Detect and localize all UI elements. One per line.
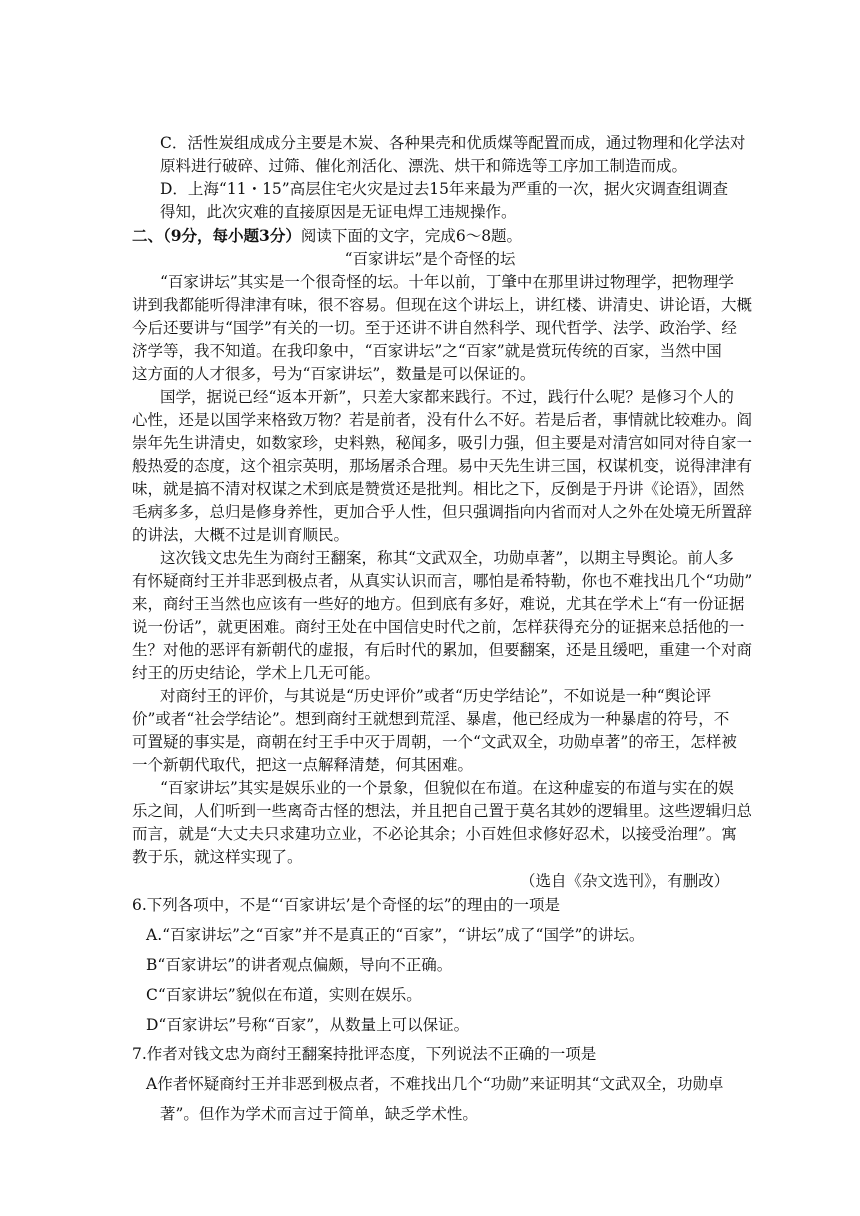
article-line: 生？对他的恶评有新朝代的虚报，有后时代的累加，但要翻案，还是且缓吧，重建一个对商 — [132, 641, 753, 659]
article-line: 的讲法，大概不过是训育顺民。 — [132, 526, 350, 544]
article-line: 一个新朝代取代，把这一点解释清楚，何其困难。 — [132, 756, 474, 774]
article-title: “百家讲坛”是个奇怪的坛 — [344, 250, 516, 268]
question-6-option-b: B“百家讲坛”的讲者观点偏颇，导向不正确。 — [146, 956, 453, 974]
question-6-option-d: D“百家讲坛”号称“百家”，从数量上可以保证。 — [146, 1016, 470, 1034]
article-line: 今后还要讲与“国学”有关的一切。至于还讲不讲自然科学、现代哲学、法学、政治学、经 — [132, 319, 737, 337]
article-line: 国学，据说已经“返本开新”，只差大家都来践行。不过，践行什么呢？是修习个人的 — [160, 388, 734, 406]
question-6-stem: 6.下列各项中，不是“‘百家讲坛’是个奇怪的坛”的理由的一项是 — [132, 896, 560, 914]
section-two-instruction: 阅读下面的文字，完成6～8题。 — [300, 227, 523, 245]
article-line: 有怀疑商纣王并非恶到极点者，从真实认识而言，哪怕是希特勒，你也不难找出几个“功勋” — [132, 572, 753, 590]
article-line: 这方面的人才很多，号为“百家讲坛”，数量是可以保证的。 — [132, 365, 536, 383]
article-line: 可置疑的事实是，商朝在纣王手中灭于周朝，一个“文武双全，功勋卓著”的帝王，怎样被 — [132, 733, 737, 751]
article-line: 济学等，我不知道。在我印象中，“百家讲坛”之“百家”就是赏玩传统的百家，当然中国 — [132, 342, 722, 360]
article-line: “百家讲坛”其实是一个很奇怪的坛。十年以前，丁肇中在那里讲过物理学，把物理学 — [160, 273, 734, 291]
question-7-option-a-line1: A作者怀疑商纣王并非恶到极点者，不难找出几个“功勋”来证明其“文武双全，功勋卓 — [146, 1075, 724, 1093]
option-c-line2: 原料进行破碎、过筛、催化剂活化、漂洗、烘干和筛选等工序加工制造而成。 — [160, 157, 688, 175]
article-line: 说一份话”，就更困难。商纣王处在中国信史时代之前，怎样获得充分的证据来总括他的一 — [132, 618, 745, 636]
article-line: 般热爱的态度，这个祖宗英明，那场屠杀合理。易中天先生讲三国，权谋机变，说得津津有 — [132, 457, 753, 475]
question-7-stem: 7.作者对钱文忠为商纣王翻案持批评态度，下列说法不正确的一项是 — [132, 1045, 597, 1063]
article-line: 来，商纣王当然也应该有一些好的地方。但到底有多好，难说，尤其在学术上“有一份证据 — [132, 595, 745, 613]
article-line: 而言，就是“大丈夫只求建功立业，不必论其余；小百姓但求修好忍术，以接受治理”。寓 — [132, 825, 737, 843]
question-6-option-a: A.“百家讲坛”之“百家”并不是真正的“百家”，“讲坛”成了“国学”的讲坛。 — [146, 926, 645, 944]
article-source: （选自《杂文选刊》，有删改） — [520, 872, 730, 890]
article-line: 教于乐，就这样实现了。 — [132, 848, 303, 866]
article-line: 对商纣王的评价，与其说是“历史评价”或者“历史学结论”，不如说是一种“舆论评 — [160, 687, 712, 705]
option-d-line2: 得知，此次灾难的直接原因是无证电焊工违规操作。 — [160, 203, 517, 221]
article-line: 价”或者“社会学结论”。想到商纣王就想到荒淫、暴虐，他已经成为一种暴虐的符号，不 — [132, 710, 730, 728]
question-6-option-c: C“百家讲坛”貌似在布道，实则在娱乐。 — [146, 986, 422, 1004]
option-c-line1: C．活性炭组成成分主要是木炭、各种果壳和优质煤等配置而成，通过物理和化学法对 — [160, 134, 746, 152]
option-d-line1: D．上海“11・15”高层住宅火灾是过去15年来最为严重的一次，据火灾调查组调查 — [160, 180, 728, 198]
question-7-option-a-line2: 著”。但作为学术而言过于简单，缺乏学术性。 — [160, 1105, 478, 1123]
section-two-header — [132, 226, 522, 246]
section-two-label: 二、（9分，每小题3分） — [132, 226, 301, 245]
article-line: 这次钱文忠先生为商纣王翻案，称其“文武双全，功勋卓著”，以期主导舆论。前人多 — [160, 549, 734, 567]
article-line: “百家讲坛”其实是娱乐业的一个景象，但貌似在布道。在这种虚妄的布道与实在的娱 — [160, 779, 734, 797]
article-line: 心性，还是以国学来格致万物？若是前者，没有什么不好。若是后者，事情就比较难办。阎 — [132, 411, 753, 429]
article-line: 崇年先生讲清史，如数家珍，史料熟，秘闻多，吸引力强，但主要是对清宫如同对待自家一 — [132, 434, 753, 452]
article-line: 讲到我都能听得津津有味，很不容易。但现在这个讲坛上，讲红楼、讲清史、讲论语，大概 — [132, 296, 753, 314]
article-line: 味，就是搞不清对权谋之术到底是赞赏还是批判。相比之下，反倒是于丹讲《论语》，固然 — [132, 480, 745, 498]
article-line: 乐之间，人们听到一些离奇古怪的想法，并且把自己置于莫名其妙的逻辑里。这些逻辑归总 — [132, 802, 753, 820]
article-line: 毛病多多，总归是修身养性，更加合乎人性，但只强调指向内省而对人之外在处境无所置辞 — [132, 503, 753, 521]
article-line: 纣王的历史结论，学术上几无可能。 — [132, 664, 381, 682]
